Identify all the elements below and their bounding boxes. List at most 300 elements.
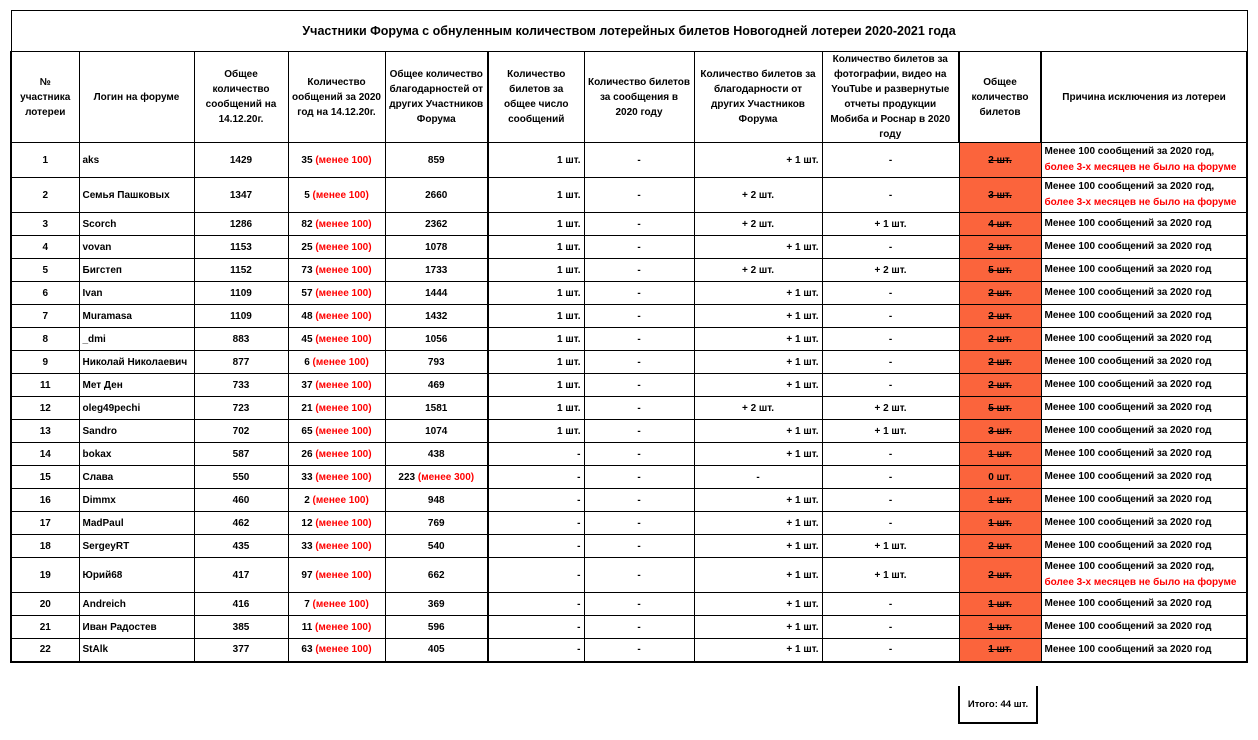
tickets-media-value: - (888, 241, 893, 253)
exclusion-reason-cell (1041, 282, 1247, 305)
tickets-2020-value: - (637, 448, 641, 460)
total-tickets-value: 3 шт. (988, 425, 1012, 437)
table-row (11, 143, 1247, 178)
total-messages-value: 1152 (230, 264, 252, 276)
tickets-thanks-cell (694, 143, 822, 178)
tickets-2020-cell (584, 639, 694, 662)
thanks-cell (385, 143, 488, 178)
table-row (11, 466, 1247, 489)
total-tickets-cell (959, 236, 1041, 259)
tickets-total-messages-cell (488, 282, 584, 305)
exclusion-reason-cell (1041, 443, 1247, 466)
total-tickets-cell (959, 512, 1041, 535)
tickets-media-value: + 2 шт. (874, 402, 907, 414)
thanks-value: 1444 (425, 287, 448, 299)
login-cell (79, 328, 194, 351)
excluded-participants-table (10, 10, 1248, 663)
login-value: Слава (82, 471, 114, 483)
participant-number-value: 9 (42, 356, 49, 368)
tickets-media-value: - (888, 310, 893, 322)
tickets-2020-cell (584, 443, 694, 466)
header-total-messages: Общее количество сообщений на 14.12.20г. (194, 52, 288, 143)
total-tickets-cell (959, 535, 1041, 558)
tickets-2020-value: - (637, 154, 641, 166)
tickets-total-messages-cell (488, 143, 584, 178)
total-messages-value: 723 (232, 402, 250, 414)
total-messages-value: 385 (232, 621, 250, 633)
tickets-total-messages-cell (488, 593, 584, 616)
tickets-media-value: + 1 шт. (874, 540, 907, 552)
reason-inactive-text: более 3-х месяцев не было на форуме (1044, 197, 1237, 208)
tickets-total-messages-value: - (577, 569, 581, 581)
thanks-value: 948 (427, 494, 445, 506)
participant-number (11, 593, 79, 616)
total-messages-cell (194, 443, 288, 466)
total-messages-cell (194, 282, 288, 305)
total-messages-cell (194, 374, 288, 397)
login-value: StAlk (82, 644, 109, 656)
participant-number-value: 6 (42, 287, 49, 299)
table-row (11, 535, 1247, 558)
tickets-media-value: - (888, 356, 893, 368)
tickets-2020-value: - (637, 517, 641, 529)
participant-number (11, 420, 79, 443)
tickets-thanks-cell (694, 489, 822, 512)
total-messages-cell (194, 616, 288, 639)
messages-2020-value: 37 (301, 379, 313, 391)
thanks-value: 405 (427, 644, 445, 656)
tickets-thanks-value: + 1 шт. (786, 540, 819, 552)
participant-number (11, 351, 79, 374)
messages-2020-cell (288, 351, 385, 374)
total-messages-cell (194, 143, 288, 178)
messages-2020-cell (288, 616, 385, 639)
tickets-media-cell (822, 328, 959, 351)
tickets-2020-value: - (637, 540, 641, 552)
reason-text: Менее 100 сообщений за 2020 год (1044, 333, 1212, 344)
thanks-cell (385, 282, 488, 305)
tickets-total-messages-cell (488, 616, 584, 639)
login-cell (79, 213, 194, 236)
messages-2020-value: 25 (301, 241, 313, 253)
tickets-media-cell (822, 351, 959, 374)
tickets-total-messages-cell (488, 351, 584, 374)
messages-2020-cell (288, 305, 385, 328)
tickets-thanks-cell (694, 236, 822, 259)
thanks-cell (385, 443, 488, 466)
reason-text: Менее 100 сообщений за 2020 год (1044, 540, 1212, 551)
total-messages-cell (194, 558, 288, 593)
reason-text: Менее 100 сообщений за 2020 год (1044, 425, 1212, 436)
tickets-2020-value: - (637, 356, 641, 368)
tickets-2020-value: - (637, 287, 641, 299)
tickets-2020-value: - (637, 333, 641, 345)
tickets-media-cell (822, 466, 959, 489)
thanks-value: 1078 (425, 241, 448, 253)
tickets-thanks-cell (694, 639, 822, 662)
participant-number (11, 489, 79, 512)
participant-number-value: 1 (42, 154, 49, 166)
below-threshold-note: (менее 100) (315, 517, 372, 529)
tickets-2020-cell (584, 558, 694, 593)
thanks-below-threshold-note: (менее 300) (417, 471, 475, 483)
thanks-value: 369 (427, 598, 445, 610)
login-value: Бигстеп (82, 264, 122, 276)
total-messages-value: 1429 (229, 154, 253, 166)
grand-total: Итого: 44 шт. (958, 686, 1038, 724)
exclusion-reason-cell (1041, 512, 1247, 535)
login-value: Muramasa (82, 310, 132, 322)
tickets-media-value: - (888, 287, 893, 299)
reason-inactive-text: более 3-х месяцев не было на форуме (1044, 162, 1237, 173)
login-value: Scorch (82, 218, 117, 230)
reason-text: Менее 100 сообщений за 2020 год (1044, 402, 1212, 413)
tickets-total-messages-value: - (577, 598, 581, 610)
total-messages-value: 1109 (230, 310, 252, 322)
reason-text: Менее 100 сообщений за 2020 год (1044, 471, 1212, 482)
tickets-thanks-cell (694, 512, 822, 535)
thanks-cell (385, 616, 488, 639)
tickets-total-messages-cell (488, 489, 584, 512)
tickets-thanks-value: + 1 шт. (786, 425, 819, 437)
messages-2020-cell (288, 143, 385, 178)
messages-2020-cell (288, 259, 385, 282)
tickets-total-messages-value: 1 шт. (557, 241, 581, 253)
table-row (11, 374, 1247, 397)
tickets-2020-value: - (637, 425, 641, 437)
thanks-value: 596 (427, 621, 445, 633)
participant-number (11, 639, 79, 662)
total-tickets-cell (959, 143, 1041, 178)
below-threshold-note: (менее 100) (315, 644, 372, 656)
tickets-2020-value: - (637, 264, 641, 276)
table-row (11, 282, 1247, 305)
login-value: Dimmx (82, 494, 116, 506)
thanks-cell (385, 489, 488, 512)
tickets-thanks-cell (694, 259, 822, 282)
table-row (11, 213, 1247, 236)
total-tickets-value: 1 шт. (988, 598, 1012, 610)
exclusion-reason-cell (1041, 328, 1247, 351)
exclusion-reason-cell (1041, 535, 1247, 558)
messages-2020-value: 73 (301, 264, 313, 276)
messages-2020-value: 11 (301, 621, 313, 633)
reason-text: Менее 100 сообщений за 2020 год (1044, 356, 1212, 367)
tickets-media-value: - (888, 644, 893, 656)
thanks-cell (385, 351, 488, 374)
thanks-cell (385, 213, 488, 236)
login-cell (79, 236, 194, 259)
tickets-total-messages-value: 1 шт. (557, 310, 581, 322)
tickets-media-cell (822, 397, 959, 420)
exclusion-reason-cell (1041, 236, 1247, 259)
messages-2020-value: 21 (301, 402, 313, 414)
below-threshold-note: (менее 100) (315, 241, 372, 253)
table-row (11, 178, 1247, 213)
header-total-tickets: Общее количество билетов (959, 52, 1041, 143)
tickets-2020-cell (584, 593, 694, 616)
messages-2020-value: 63 (301, 644, 313, 656)
messages-2020-cell (288, 558, 385, 593)
total-tickets-cell (959, 558, 1041, 593)
below-threshold-note: (менее 100) (315, 333, 372, 345)
participant-number (11, 374, 79, 397)
table-row (11, 593, 1247, 616)
below-threshold-note: (менее 100) (315, 287, 372, 299)
tickets-2020-value: - (637, 241, 641, 253)
login-cell (79, 489, 194, 512)
reason-text: Менее 100 сообщений за 2020 год, (1044, 181, 1215, 192)
tickets-media-cell (822, 259, 959, 282)
tickets-thanks-cell (694, 213, 822, 236)
tickets-total-messages-cell (488, 374, 584, 397)
messages-2020-cell (288, 397, 385, 420)
login-cell (79, 305, 194, 328)
participant-number-value: 12 (39, 402, 51, 414)
exclusion-reason-cell (1041, 305, 1247, 328)
below-threshold-note: (менее 100) (315, 621, 372, 633)
table-title: Участники Форума с обнуленным количеством лотерейных билетов Новогодней лотереи 2020-2021 года (11, 11, 1247, 52)
messages-2020-cell (288, 236, 385, 259)
tickets-2020-value: - (637, 621, 641, 633)
table-row (11, 236, 1247, 259)
tickets-2020-value: - (637, 379, 641, 391)
tickets-total-messages-cell (488, 397, 584, 420)
participant-number (11, 236, 79, 259)
tickets-thanks-cell (694, 443, 822, 466)
thanks-value: 793 (427, 356, 445, 368)
tickets-2020-cell (584, 259, 694, 282)
tickets-2020-cell (584, 512, 694, 535)
below-threshold-note: (менее 100) (315, 425, 372, 437)
messages-2020-value: 7 (304, 598, 310, 610)
header-thanks: Общее количество благодарностей от других Участников Форума (385, 52, 488, 143)
title-row (11, 11, 1247, 52)
table-row (11, 397, 1247, 420)
login-cell (79, 397, 194, 420)
tickets-thanks-value: + 2 шт. (741, 218, 775, 230)
table-row (11, 259, 1247, 282)
login-value: Иван Радостев (82, 621, 157, 633)
total-messages-cell (194, 420, 288, 443)
tickets-2020-value: - (637, 494, 641, 506)
total-tickets-value: 2 шт. (988, 379, 1012, 391)
thanks-value: 662 (427, 569, 445, 581)
total-tickets-cell (959, 351, 1041, 374)
login-value: Sandro (82, 425, 117, 437)
total-tickets-value: 4 шт. (988, 218, 1012, 230)
tickets-2020-cell (584, 305, 694, 328)
participant-number-value: 8 (42, 333, 49, 345)
tickets-2020-cell (584, 282, 694, 305)
tickets-media-value: - (888, 621, 893, 633)
total-messages-value: 416 (232, 598, 250, 610)
total-tickets-value: 3 шт. (988, 189, 1012, 201)
tickets-2020-value: - (637, 644, 641, 656)
thanks-cell (385, 178, 488, 213)
exclusion-reason-cell (1041, 593, 1247, 616)
tickets-total-messages-cell (488, 213, 584, 236)
table-row (11, 328, 1247, 351)
total-tickets-cell (959, 639, 1041, 662)
exclusion-reason-cell (1041, 397, 1247, 420)
tickets-thanks-value: + 1 шт. (786, 494, 819, 506)
tickets-total-messages-cell (488, 558, 584, 593)
thanks-cell (385, 374, 488, 397)
participant-number-value: 19 (39, 569, 51, 581)
messages-2020-value: 26 (301, 448, 313, 460)
reason-text: Менее 100 сообщений за 2020 год (1044, 517, 1212, 528)
tickets-thanks-value: + 1 шт. (786, 448, 819, 460)
tickets-total-messages-value: 1 шт. (557, 264, 581, 276)
messages-2020-value: 12 (301, 517, 313, 529)
tickets-thanks-cell (694, 616, 822, 639)
login-cell (79, 616, 194, 639)
tickets-thanks-value: + 1 шт. (786, 356, 819, 368)
tickets-2020-cell (584, 466, 694, 489)
messages-2020-value: 2 (304, 494, 310, 506)
thanks-value: 540 (427, 540, 445, 552)
tickets-thanks-cell (694, 328, 822, 351)
messages-2020-value: 33 (301, 471, 313, 483)
thanks-value: 859 (427, 154, 445, 166)
messages-2020-value: 5 (304, 189, 310, 201)
total-tickets-value: 2 шт. (988, 569, 1012, 581)
tickets-total-messages-value: - (577, 448, 581, 460)
login-value: Мет Ден (82, 379, 123, 391)
total-tickets-cell (959, 328, 1041, 351)
tickets-thanks-cell (694, 420, 822, 443)
participant-number-value: 5 (42, 264, 49, 276)
total-tickets-value: 1 шт. (988, 644, 1012, 656)
tickets-total-messages-value: - (577, 517, 581, 529)
thanks-cell (385, 397, 488, 420)
table-row (11, 639, 1247, 662)
tickets-thanks-value: + 2 шт. (741, 402, 775, 414)
login-value: bokax (82, 448, 112, 460)
login-cell (79, 512, 194, 535)
login-cell (79, 639, 194, 662)
login-value: Ivan (82, 287, 103, 299)
participant-number-value: 2 (42, 189, 49, 201)
tickets-media-value: - (888, 494, 893, 506)
header-exclusion-reason: Причина исключения из лотереи (1041, 52, 1247, 143)
messages-2020-value: 97 (301, 569, 313, 581)
tickets-total-messages-value: - (577, 644, 581, 656)
tickets-media-cell (822, 558, 959, 593)
participant-number-value: 13 (39, 425, 51, 437)
reason-text: Менее 100 сообщений за 2020 год, (1044, 561, 1215, 572)
tickets-thanks-value: + 2 шт. (741, 189, 775, 201)
total-tickets-cell (959, 305, 1041, 328)
tickets-2020-value: - (637, 471, 641, 483)
tickets-media-value: - (888, 379, 893, 391)
tickets-thanks-cell (694, 178, 822, 213)
login-value: vovan (82, 241, 112, 253)
total-tickets-value: 5 шт. (988, 264, 1012, 276)
tickets-thanks-cell (694, 466, 822, 489)
messages-2020-cell (288, 328, 385, 351)
thanks-cell (385, 558, 488, 593)
below-threshold-note: (менее 100) (315, 310, 372, 322)
tickets-total-messages-value: 1 шт. (557, 218, 581, 230)
tickets-thanks-cell (694, 351, 822, 374)
thanks-value: 223 (398, 471, 416, 483)
messages-2020-value: 65 (301, 425, 313, 437)
below-threshold-note: (менее 100) (315, 471, 372, 483)
tickets-thanks-value: + 1 шт. (786, 598, 819, 610)
tickets-total-messages-value: - (577, 621, 581, 633)
thanks-value: 1581 (425, 402, 448, 414)
total-tickets-value: 2 шт. (988, 310, 1012, 322)
total-messages-cell (194, 397, 288, 420)
participant-number (11, 535, 79, 558)
total-tickets-value: 2 шт. (988, 154, 1012, 166)
participant-number (11, 512, 79, 535)
tickets-total-messages-cell (488, 328, 584, 351)
login-cell (79, 259, 194, 282)
tickets-media-cell (822, 143, 959, 178)
exclusion-reason-cell (1041, 466, 1247, 489)
messages-2020-cell (288, 443, 385, 466)
total-tickets-cell (959, 466, 1041, 489)
tickets-2020-cell (584, 236, 694, 259)
below-threshold-note: (менее 100) (312, 598, 369, 610)
total-tickets-cell (959, 374, 1041, 397)
tickets-total-messages-value: 1 шт. (557, 287, 581, 299)
tickets-2020-cell (584, 616, 694, 639)
participant-number (11, 259, 79, 282)
tickets-2020-cell (584, 374, 694, 397)
messages-2020-value: 45 (301, 333, 313, 345)
participant-number (11, 143, 79, 178)
below-threshold-note: (менее 100) (312, 494, 369, 506)
total-messages-cell (194, 236, 288, 259)
tickets-media-value: - (888, 448, 893, 460)
login-cell (79, 282, 194, 305)
reason-text: Менее 100 сообщений за 2020 год (1044, 494, 1212, 505)
tickets-total-messages-cell (488, 512, 584, 535)
participant-number (11, 328, 79, 351)
tickets-2020-cell (584, 213, 694, 236)
table-row (11, 616, 1247, 639)
total-messages-value: 587 (232, 448, 250, 460)
below-threshold-note: (менее 100) (315, 402, 372, 414)
tickets-2020-value: - (637, 189, 641, 201)
messages-2020-value: 57 (301, 287, 313, 299)
exclusion-reason-cell (1041, 259, 1247, 282)
reason-text: Менее 100 сообщений за 2020 год (1044, 379, 1212, 390)
login-cell (79, 593, 194, 616)
participant-number-value: 16 (39, 494, 51, 506)
tickets-total-messages-cell (488, 639, 584, 662)
tickets-total-messages-cell (488, 236, 584, 259)
participant-number (11, 616, 79, 639)
tickets-media-cell (822, 374, 959, 397)
tickets-thanks-value: + 1 шт. (786, 569, 819, 581)
reason-text: Менее 100 сообщений за 2020 год (1044, 241, 1212, 252)
tickets-media-value: + 1 шт. (874, 218, 907, 230)
reason-text: Менее 100 сообщений за 2020 год (1044, 598, 1212, 609)
tickets-2020-value: - (637, 569, 641, 581)
messages-2020-value: 82 (301, 218, 313, 230)
tickets-media-cell (822, 535, 959, 558)
tickets-total-messages-value: - (577, 471, 581, 483)
exclusion-reason-cell (1041, 351, 1247, 374)
total-messages-value: 733 (232, 379, 250, 391)
tickets-total-messages-value: 1 шт. (557, 402, 581, 414)
thanks-cell (385, 305, 488, 328)
